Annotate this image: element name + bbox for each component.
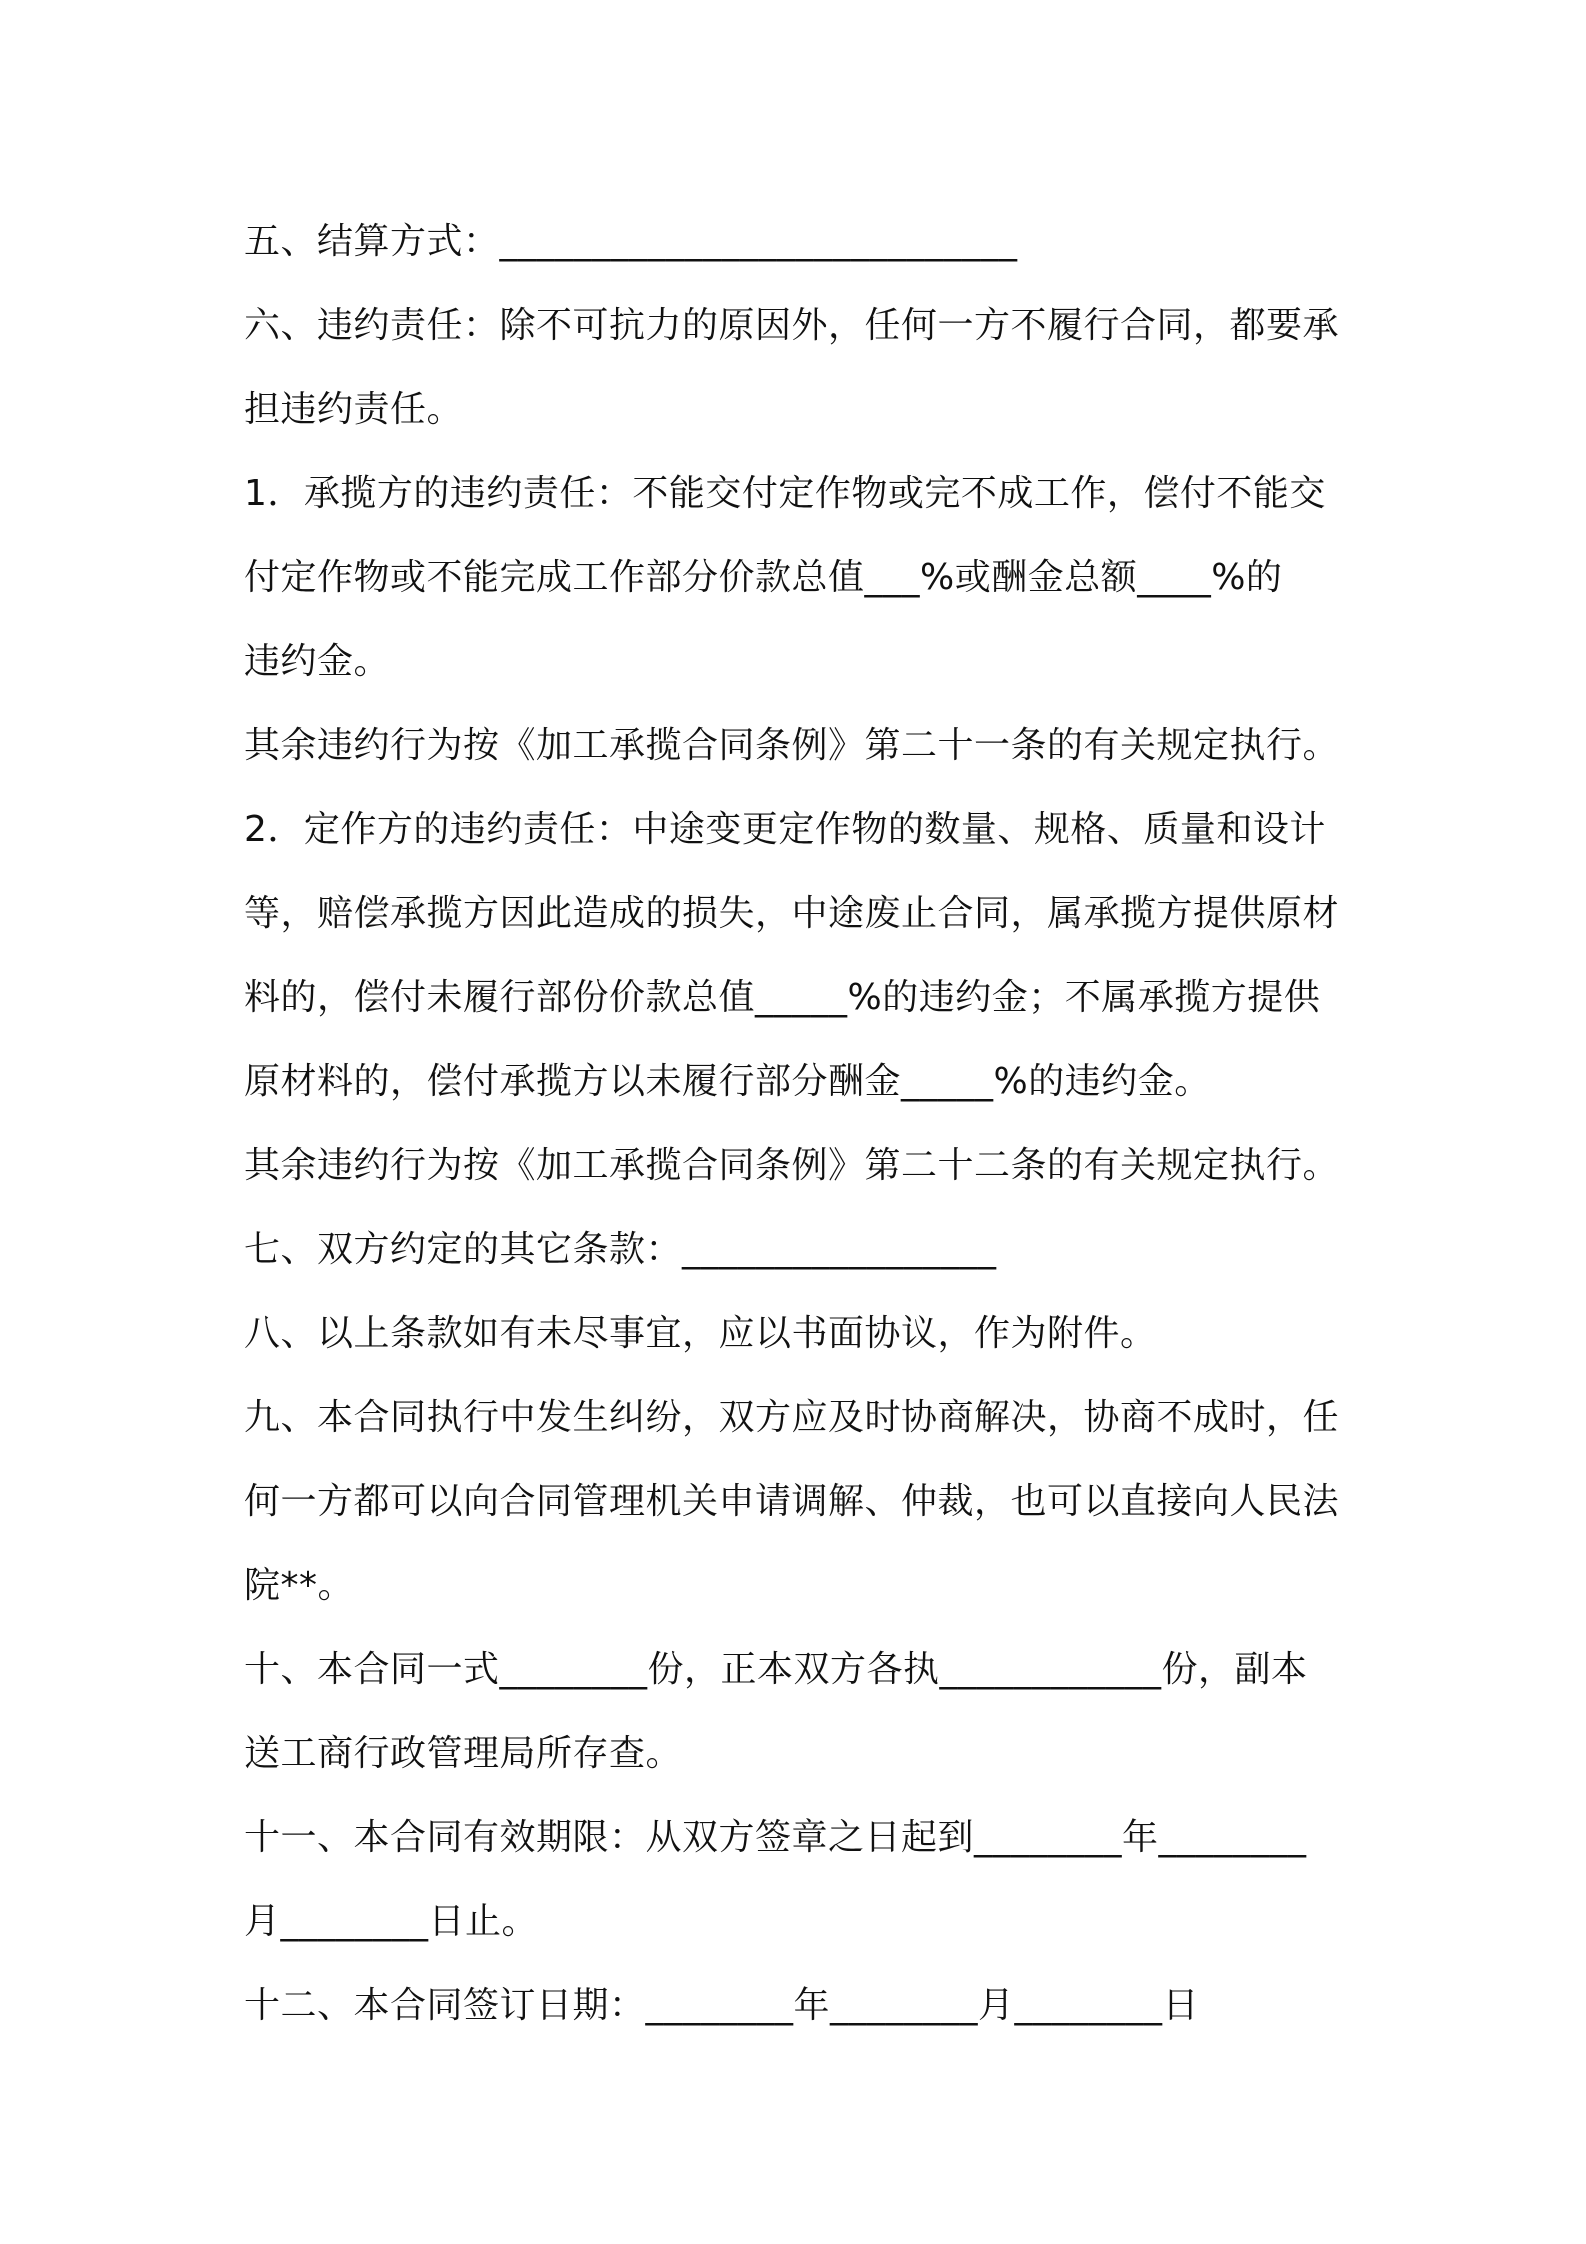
clause-6-liability-cont: 担违约责任。 [244, 389, 464, 430]
clause-6-1-contractor-end: 违约金。 [244, 641, 391, 682]
clause-7-other-terms: 七、双方约定的其它条款：_________________ [244, 1229, 997, 1270]
clause-8-supplement: 八、以上条款如有未尽事宜，应以书面协议，作为附件。 [244, 1313, 1157, 1354]
clause-6-1-contractor-cont: 付定作物或不能完成工作部分价款总值___%或酬金总额____%的 [244, 557, 1283, 598]
clause-6-1-other: 其余违约行为按《加工承揽合同条例》第二十一条的有关规定执行。 [244, 725, 1340, 766]
clause-10-copies-cont: 送工商行政管理局所存查。 [244, 1733, 683, 1774]
clause-9-dispute-end: 院**。 [244, 1565, 355, 1606]
clause-6-1-contractor: 1．承揽方的违约责任：不能交付定作物或完不成工作，偿付不能交 [244, 473, 1326, 514]
clause-5-settlement: 五、结算方式：____________________________ [244, 221, 1018, 262]
clause-12-sign-date: 十二、本合同签订日期：________年________月________日 [244, 1985, 1200, 2026]
clause-6-2-other: 其余违约行为按《加工承揽合同条例》第二十二条的有关规定执行。 [244, 1145, 1340, 1186]
clause-6-2-orderer-cont-1: 等，赔偿承揽方因此造成的损失，中途废止合同，属承揽方提供原材 [244, 893, 1340, 934]
clause-10-copies: 十、本合同一式________份，正本双方各执____________份，副本 [244, 1649, 1308, 1690]
clause-9-dispute-cont: 何一方都可以向合同管理机关申请调解、仲裁，也可以直接向人民法 [244, 1481, 1340, 1522]
clause-6-2-orderer: 2．定作方的违约责任：中途变更定作物的数量、规格、质量和设计 [244, 809, 1326, 850]
clause-6-liability: 六、违约责任：除不可抗力的原因外，任何一方不履行合同，都要承 [244, 305, 1340, 346]
clause-11-validity: 十一、本合同有效期限：从双方签章之日起到________年________ [244, 1817, 1307, 1858]
clause-11-validity-cont: 月________日止。 [244, 1901, 539, 1942]
clause-6-2-orderer-cont-2: 料的，偿付未履行部份价款总值_____%的违约金；不属承揽方提供 [244, 977, 1321, 1018]
clause-9-dispute: 九、本合同执行中发生纠纷，双方应及时协商解决，协商不成时，任 [244, 1397, 1340, 1438]
clause-6-2-orderer-cont-3: 原材料的，偿付承揽方以未履行部分酬金_____%的违约金。 [244, 1061, 1211, 1102]
contract-body [244, 200, 1364, 2048]
